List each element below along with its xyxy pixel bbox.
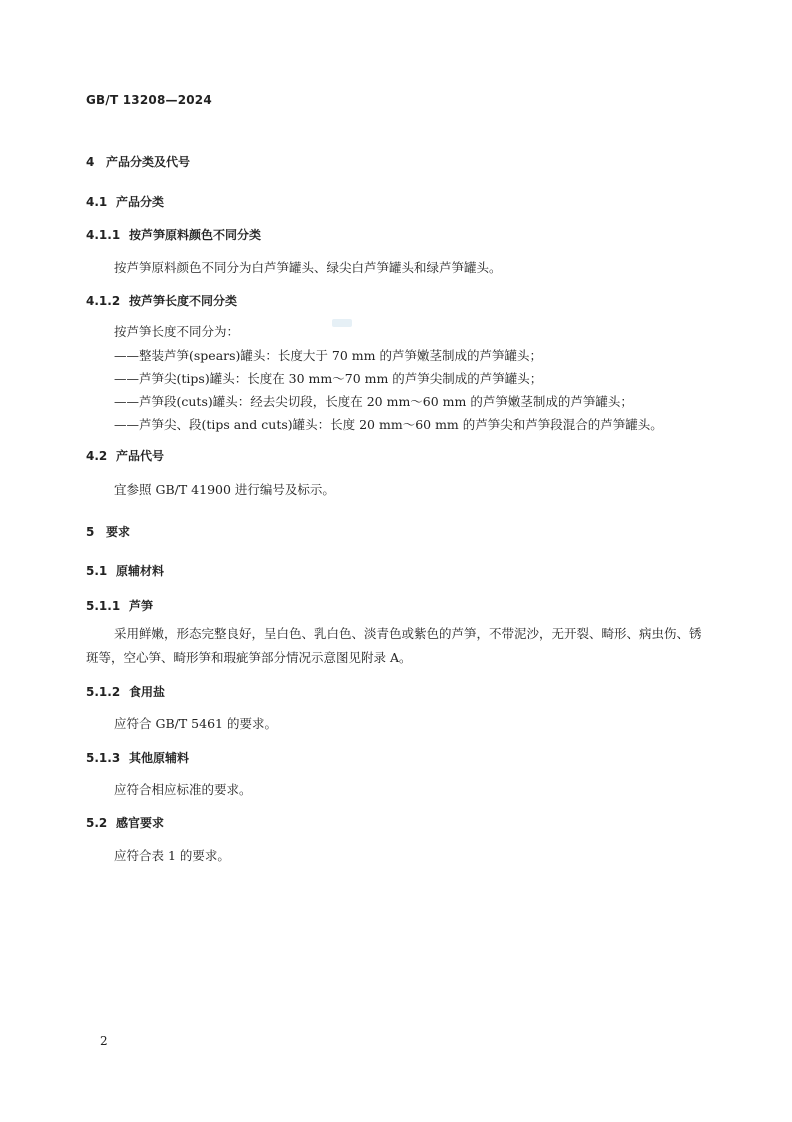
section-title: 食用盐 [129,685,166,699]
section-heading-4-1-2 [86,292,237,309]
section-number: 5.1.1 [86,599,121,613]
section-number: 4.1.2 [86,294,121,308]
section-heading-5 [86,523,130,540]
paragraph-4-1-1: 按芦笋原料颜色不同分为白芦笋罐头、绿尖白芦笋罐头和绿芦笋罐头。 [114,260,502,275]
paragraph-5-1-3: 应符合相应标准的要求。 [114,782,252,797]
section-number: 5.2 [86,816,108,830]
section-number: 4.1 [86,195,108,209]
section-number: 5.1.3 [86,751,121,765]
section-heading-5-2 [86,814,164,831]
section-title: 按芦笋原料颜色不同分类 [129,228,262,242]
paragraph-4-2: 宜参照 GB/T 41900 进行编号及标示。 [114,482,335,497]
section-heading-4-2 [86,447,164,464]
paragraph-5-1-1: 采用鲜嫩，形态完整良好，呈白色、乳白色、淡青色或紫色的芦笋，不带泥沙，无开裂、畸形、病虫伤、锈斑等，空心笋、畸形笋和瑕疵笋部分情况示意图见附录 A。 [86,626,702,665]
list-item: ——整装芦笋(spears)罐头：长度大于 70 mm 的芦笋嫩茎制成的芦笋罐头； [114,348,542,363]
paragraph-5-1-2: 应符合 GB/T 5461 的要求。 [114,716,277,731]
paragraph-5-2: 应符合表 1 的要求。 [114,848,230,863]
section-title: 按芦笋长度不同分类 [129,294,238,308]
section-title: 产品分类及代号 [106,155,191,169]
section-title: 产品代号 [116,449,165,463]
standard-code-header: GB/T 13208—2024 [86,93,212,107]
section-number: 5 [86,525,95,539]
list-item: ——芦笋尖、段(tips and cuts)罐头：长度 20 mm～60 mm 的芦笋尖和芦笋段混合的芦笋罐头。 [114,417,663,432]
section-number: 5.1 [86,564,108,578]
section-title: 产品分类 [116,195,165,209]
list-item: ——芦笋段(cuts)罐头：经去尖切段，长度在 20 mm～60 mm 的芦笋嫩茎制成的芦笋罐头； [114,394,633,409]
section-heading-4-1-1 [86,226,261,243]
section-heading-5-1-1 [86,597,153,614]
section-number: 4.1.1 [86,228,121,242]
section-title: 原辅材料 [116,564,165,578]
section-number: 5.1.2 [86,685,121,699]
section-heading-4 [86,153,190,170]
section-title: 芦笋 [129,599,154,613]
section-number: 4.2 [86,449,108,463]
paragraph-4-1-2-intro: 按芦笋长度不同分为： [114,324,240,339]
list-item: ——芦笋尖(tips)罐头：长度在 30 mm～70 mm 的芦笋尖制成的芦笋罐头； [114,371,543,386]
section-heading-4-1 [86,193,164,210]
watermark-mark [332,319,352,327]
section-heading-5-1-3 [86,749,189,766]
section-title: 其他原辅料 [129,751,190,765]
section-number: 4 [86,155,95,169]
page-number: 2 [100,1034,108,1048]
section-title: 感官要求 [116,816,165,830]
section-heading-5-1 [86,562,164,579]
section-heading-5-1-2 [86,683,165,700]
section-title: 要求 [106,525,131,539]
